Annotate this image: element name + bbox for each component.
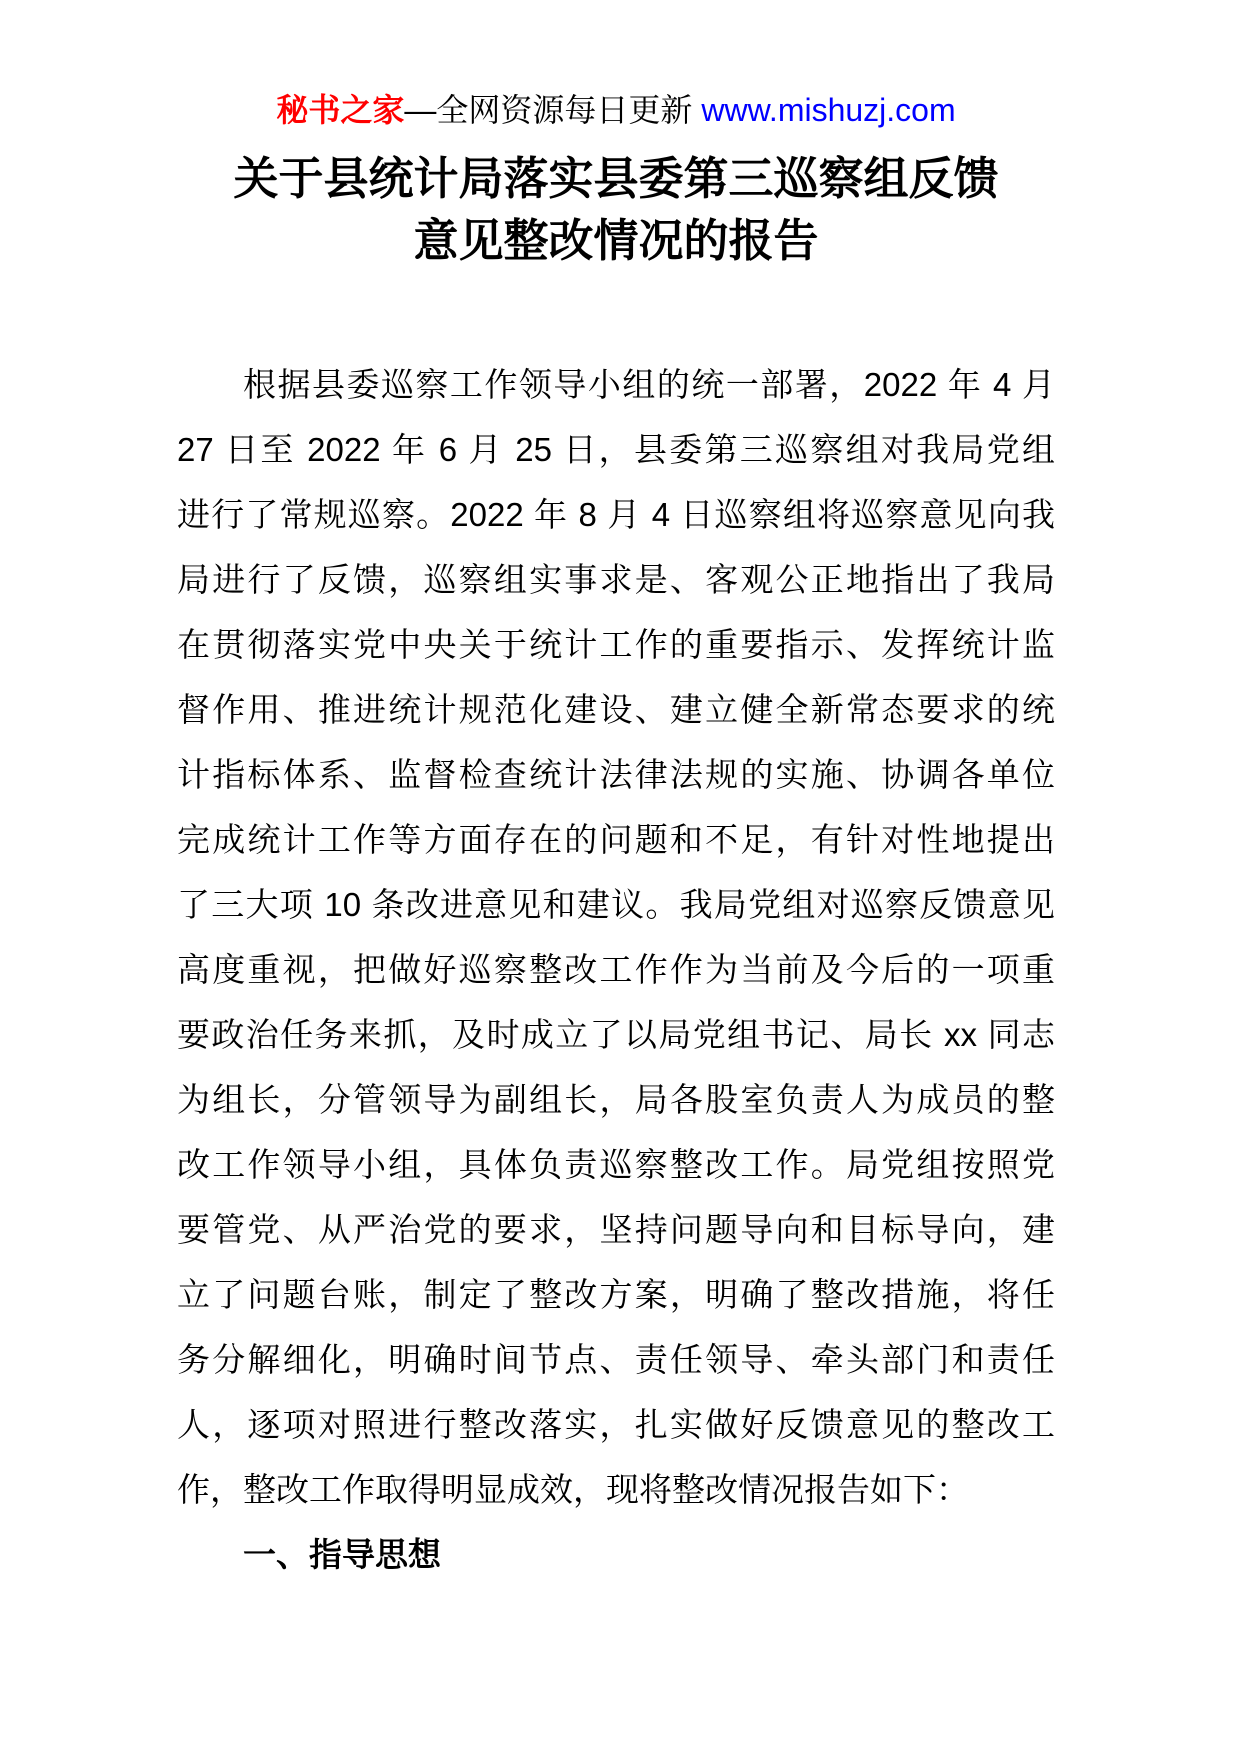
- report-paragraph: [177, 352, 1055, 1522]
- body-line: 改工作领导小组，具体负责巡察整改工作。局党组按照党: [177, 1146, 1055, 1183]
- document-title-line1: 关于县统计局落实县委第三巡察组反馈: [233, 153, 999, 204]
- body-line: 作，整改工作取得明显成效，现将整改情况报告如下：: [177, 1471, 969, 1508]
- body-line: 完成统计工作等方面存在的问题和不足，有针对性地提出: [177, 821, 1055, 858]
- section-heading: 一、指导思想: [243, 1536, 441, 1573]
- site-tagline: —全网资源每日更新: [404, 92, 693, 128]
- body-line: 务分解细化，明确时间节点、责任领导、牵头部门和责任: [177, 1341, 1055, 1378]
- body-line: 高度重视，把做好巡察整改工作作为当前及今后的一项重: [177, 951, 1055, 988]
- site-header-line: [177, 90, 1055, 130]
- body-line: 计指标体系、监督检查统计法律法规的实施、协调各单位: [177, 756, 1055, 793]
- body-line: 要政治任务来抓，及时成立了以局党组书记、局长 xx 同志: [177, 1016, 1055, 1053]
- document-content: [177, 0, 1055, 1587]
- site-url-link[interactable]: www.mishuzj.com: [701, 92, 956, 128]
- document-title: [177, 148, 1055, 272]
- site-name: 秘书之家: [276, 92, 405, 128]
- body-line: 根据县委巡察工作领导小组的统一部署，2022 年 4 月: [243, 366, 1055, 403]
- body-line: 在贯彻落实党中央关于统计工作的重要指示、发挥统计监: [177, 626, 1055, 663]
- body-line: 了三大项 10 条改进意见和建议。我局党组对巡察反馈意见: [177, 886, 1055, 923]
- body-line: 进行了常规巡察。2022 年 8 月 4 日巡察组将巡察意见向我: [177, 496, 1055, 533]
- body-line: 人，逐项对照进行整改落实，扎实做好反馈意见的整改工: [177, 1406, 1055, 1443]
- body-line: 督作用、推进统计规范化建设、建立健全新常态要求的统: [177, 691, 1055, 728]
- body-line: 要管党、从严治党的要求，坚持问题导向和目标导向，建: [177, 1211, 1055, 1248]
- document-title-line2: 意见整改情况的报告: [413, 215, 819, 266]
- body-line: 为组长，分管领导为副组长，局各股室负责人为成员的整: [177, 1081, 1055, 1118]
- body-line: 27 日至 2022 年 6 月 25 日，县委第三巡察组对我局党组: [177, 431, 1055, 468]
- body-line: 局进行了反馈，巡察组实事求是、客观公正地指出了我局: [177, 561, 1055, 598]
- body-line: 立了问题台账，制定了整改方案，明确了整改措施，将任: [177, 1276, 1055, 1313]
